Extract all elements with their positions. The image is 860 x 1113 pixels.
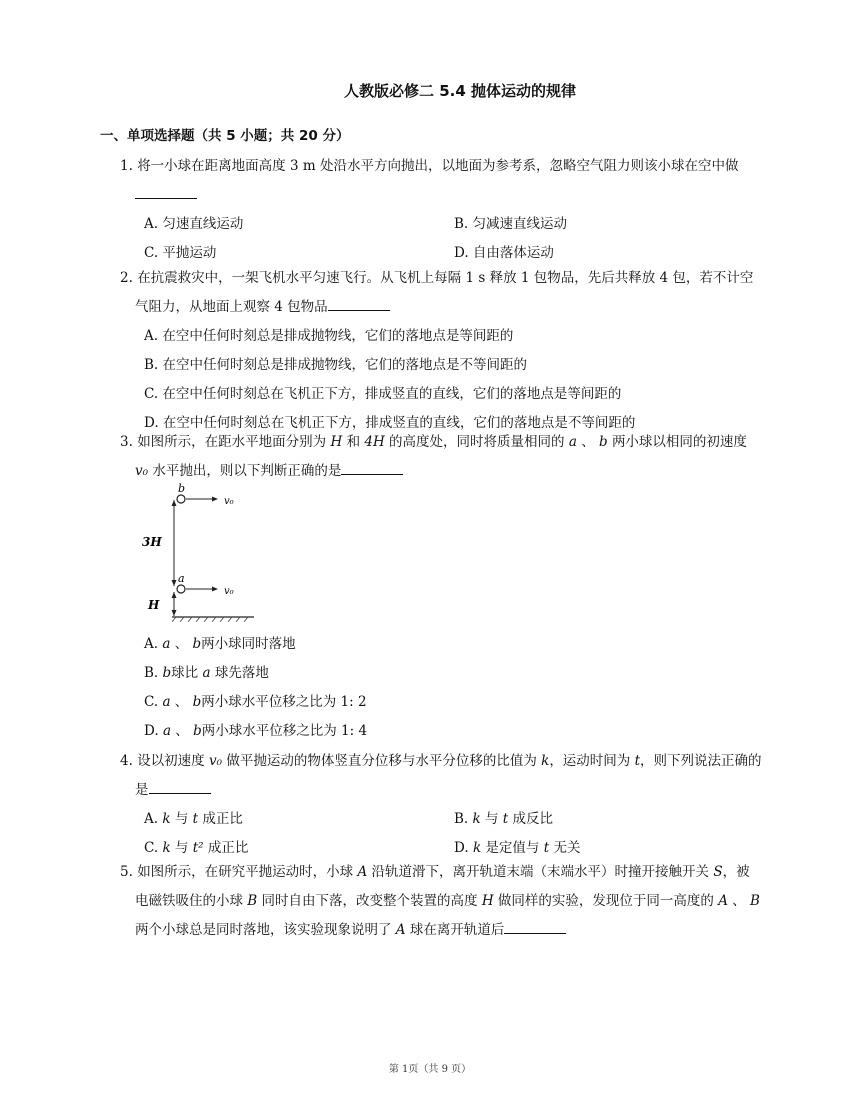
question-3 [120,428,762,486]
symbol-k: k [472,811,481,827]
text-segment: 、 [732,893,746,909]
text-segment: 与 [174,840,189,856]
question-5 [120,858,762,945]
option-a[interactable] [144,805,454,834]
text-segment: ，则下列说法正确的是 [135,753,762,798]
arrowhead-icon [172,580,177,586]
text-segment: 成正比 [202,811,243,827]
ball-a [177,585,185,593]
arrowhead-icon [172,500,177,506]
symbol-b: b [192,636,202,652]
label-v0-bottom: v₀ [224,586,234,597]
symbol-4H: 4H [364,434,385,450]
ball-b [177,495,185,503]
text-segment: 成正比 [207,840,249,856]
symbol-a: a [162,694,171,710]
option-letter: D. [454,840,469,856]
label-a: a [178,572,185,585]
text-segment: 球比 [171,665,199,681]
text-segment: 设以初速度 [137,753,205,769]
options [120,630,762,746]
question-2-stem [120,264,762,322]
symbol-t: t [502,811,509,827]
option-d[interactable]: D. 在空中任何时刻总在飞机正下方，排成竖直的直线，它们的落地点是不等间距的 [144,415,636,431]
text-segment: 同时自由下落，改变整个装置的高度 [261,893,478,909]
option-a[interactable] [144,630,764,659]
arrowhead-icon [212,587,218,592]
option-letter: D. [144,723,159,739]
question-3-stem [120,428,762,486]
symbol-A: A [718,893,728,909]
option-letter: A. [144,636,159,652]
label-v0-top: v₀ [224,496,234,507]
text-segment: 的高度处，同时将质量相同的 [389,434,565,450]
symbol-t: t [192,811,199,827]
symbol-a: a [162,636,171,652]
symbol-H: H [330,434,343,450]
symbol-t: t [543,840,550,856]
option-c[interactable]: C. 平抛运动 [144,245,217,261]
text-segment: 水平抛出，则以下判断正确的是 [152,463,342,479]
symbol-v0: v₀ [135,463,149,479]
text-segment: 两小球水平位移之比为 1: 2 [201,694,367,710]
label-H: H [148,598,160,612]
option-letter: B. [144,665,159,681]
text-segment: 和 [346,434,361,450]
text-segment: 、 [174,694,189,710]
question-number: 2. [120,270,133,286]
answer-blank[interactable] [135,184,197,199]
answer-blank[interactable] [341,460,403,475]
text-segment: 球先落地 [214,665,269,681]
symbol-b: b [192,694,202,710]
text-segment: 球在离开轨道后 [409,922,505,938]
option-d[interactable]: D. 自由落体运动 [454,245,554,261]
label-3H: 3H [142,535,162,549]
options [120,805,762,863]
option-b[interactable] [144,659,764,688]
arrowhead-icon [172,592,177,598]
symbol-S: S [713,864,723,880]
text-segment: 两小球同时落地 [201,636,296,652]
text-segment: 无关 [553,840,581,856]
symbol-B: B [750,893,760,909]
page-footer: 第 1页（共 9 页） [388,1064,472,1075]
figure-svg [138,482,256,622]
symbol-k: k [162,840,171,856]
text-segment: 两小球以相同的初速度 [611,434,747,450]
page-title: 人教版必修二 5.4 抛体运动的规律 [343,82,577,100]
option-b[interactable]: B. 在空中任何时刻总是排成抛物线，它们的落地点是不等间距的 [144,357,528,373]
symbol-a: a [202,665,211,681]
question-4 [120,747,762,863]
question-number: 5. [120,864,133,880]
text-segment: 如图所示，在研究平抛运动时，小球 [137,864,354,880]
text-segment: 两小球水平位移之比为 1: 4 [201,723,368,739]
symbol-k: k [541,753,550,769]
question-1-stem [120,152,762,210]
symbol-v0: v₀ [208,753,223,769]
question-4-stem [120,747,762,805]
symbol-A: A [395,922,406,938]
symbol-b: b [162,665,172,681]
symbol-t: t [634,753,641,769]
text-segment: 两个小球总是同时落地，该实验现象说明了 [135,922,392,938]
option-c[interactable]: C. 在空中任何时刻总在飞机正下方，排成竖直的直线，它们的落地点是等间距的 [144,386,622,402]
text-segment: 成反比 [512,811,554,827]
symbol-A: A [357,864,368,880]
text-segment: 做同样的实验，发现位于同一高度的 [497,893,714,909]
question-number: 4. [120,753,133,769]
label-b: b [178,482,186,495]
question-number: 3. [120,434,133,450]
options [120,322,762,438]
symbol-t-squared: t² [192,840,204,856]
question-text: 在抗震救灾中，一架飞机水平匀速飞行。从飞机上每隔 1 s 释放 1 包物品，先后共释放 4 包，若不计空气阻力，从地面上观察 4 包物品 [135,270,754,315]
arrowhead-icon [172,610,177,616]
symbol-b: b [193,723,202,739]
answer-blank[interactable] [149,779,211,794]
question-text: 将一小球在距离地面高度 3 m 处沿水平方向抛出，以地面为参考系，忽略空气阻力则该小球在空中做 [137,158,739,174]
option-a[interactable]: A. 匀速直线运动 [144,216,244,232]
options [120,210,762,268]
symbol-b: b [598,434,608,450]
option-letter: C. [144,840,159,856]
question-number: 1. [120,158,133,174]
symbol-k: k [162,811,171,827]
question-5-stem [120,858,762,945]
text-segment: ，被电磁铁吸住的小球 [135,864,750,909]
text-segment: 、 [174,636,189,652]
symbol-B: B [247,893,258,909]
text-segment: 与 [485,811,499,827]
option-letter: A. [144,811,159,827]
option-d[interactable] [144,717,764,746]
ground-hatching [172,617,248,622]
answer-blank[interactable] [504,919,566,934]
symbol-k: k [472,840,482,856]
section-heading: 一、单项选择题（共 5 小题；共 20 分） [100,128,350,144]
option-b[interactable] [454,805,764,834]
symbol-a: a [162,723,171,739]
symbol-H: H [481,893,494,909]
text-segment: 、 [175,723,189,739]
question-2 [120,264,762,438]
symbol-a: a [568,434,577,450]
option-b[interactable]: B. 匀减速直线运动 [454,216,568,232]
option-letter: B. [454,811,469,827]
text-segment: 与 [174,811,189,827]
text-segment: 沿轨道滑下，离开轨道末端（末端水平）时撞开接触开关 [371,864,710,880]
option-a[interactable]: A. 在空中任何时刻总是排成抛物线，它们的落地点是等间距的 [144,328,514,344]
question-1 [120,152,762,268]
text-segment: 是定值与 [485,840,540,856]
text-segment: 做平抛运动的物体竖直分位移与水平分位移的比值为 [226,753,537,769]
option-letter: C. [144,694,159,710]
answer-blank[interactable] [328,296,390,311]
question-3-options [120,630,762,746]
projectile-figure [138,482,256,622]
arrowhead-icon [212,497,218,502]
text-segment: 、 [581,434,595,450]
option-c[interactable] [144,688,764,717]
text-segment: 如图所示，在距水平地面分别为 [137,434,327,450]
text-segment: ，运动时间为 [549,753,631,769]
